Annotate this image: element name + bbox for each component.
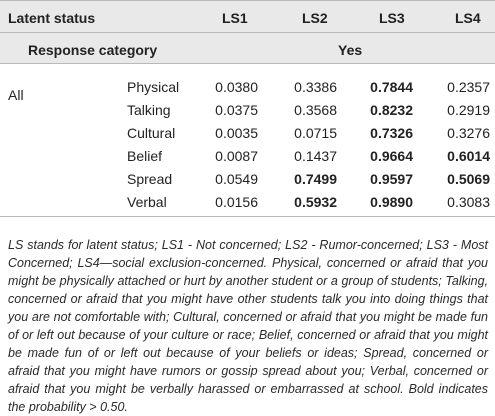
header-divider <box>0 32 495 33</box>
row-category: Cultural <box>127 125 176 141</box>
row-category: Physical <box>127 79 180 95</box>
table-cell: 0.9890 <box>370 194 413 210</box>
response-category-header: Response category <box>28 42 158 58</box>
column-header-ls4: LS4 <box>455 10 481 26</box>
response-value-header: Yes <box>338 42 363 58</box>
table-cell: 0.9597 <box>370 171 413 187</box>
column-header-ls2: LS2 <box>302 10 328 26</box>
header-bottom-rule <box>0 63 495 64</box>
table-cell: 0.0156 <box>215 194 258 210</box>
table-cell: 0.5932 <box>294 194 337 210</box>
latent-status-header: Latent status <box>8 10 96 26</box>
table-cell: 0.0087 <box>215 148 258 164</box>
top-rule <box>0 0 495 1</box>
table-cell: 0.0375 <box>215 102 258 118</box>
row-category: Spread <box>127 171 173 187</box>
table-cell: 0.7499 <box>294 171 337 187</box>
table-cell: 0.8232 <box>370 102 413 118</box>
table-cell: 0.1437 <box>294 148 337 164</box>
table-cell: 0.2919 <box>447 102 490 118</box>
row-category: Verbal <box>127 194 167 210</box>
table-cell: 0.2357 <box>447 79 490 95</box>
table-cell: 0.3386 <box>294 79 337 95</box>
table-bottom-rule <box>0 216 495 217</box>
column-header-ls3: LS3 <box>379 10 405 26</box>
table-cell: 0.3568 <box>294 102 337 118</box>
table-cell: 0.9664 <box>370 148 413 164</box>
row-category: Belief <box>127 148 163 164</box>
table-cell: 0.0035 <box>215 125 258 141</box>
table-cell: 0.6014 <box>447 148 490 164</box>
table-cell: 0.0380 <box>215 79 258 95</box>
table-cell: 0.0549 <box>215 171 258 187</box>
table-footnote: LS stands for latent status; LS1 - Not concerned; LS2 - Rumor-concerned; LS3 - Most Concerned; LS4—social exclusion-concerned. Physical, concerned or afraid that you might be physically attached or hurt by another student or a group of students; Talking, concerned or afraid that you might have other students talk you into doing things that you are not comfortable with; Cultural, concerned or afraid that you might be made fun of or left out because of your culture or race; Belief, concerned or afraid that you might be made fun of or left out because of your beliefs or ideas; Spread, concerned or afraid that you might have rumors or gossip spread about you; Verbal, concerned or afraid that you might be verbally harassed or embarrassed at school. Bold indicates the probability > 0.50. <box>8 238 488 414</box>
table-cell: 0.3276 <box>447 125 490 141</box>
table-cell: 0.0715 <box>294 125 337 141</box>
table-cell: 0.3083 <box>447 194 490 210</box>
table-cell: 0.7844 <box>370 79 413 95</box>
column-header-ls1: LS1 <box>222 10 248 26</box>
group-label: All <box>8 87 24 103</box>
table-cell: 0.7326 <box>370 125 413 141</box>
table-cell: 0.5069 <box>447 171 490 187</box>
row-category: Talking <box>127 102 171 118</box>
